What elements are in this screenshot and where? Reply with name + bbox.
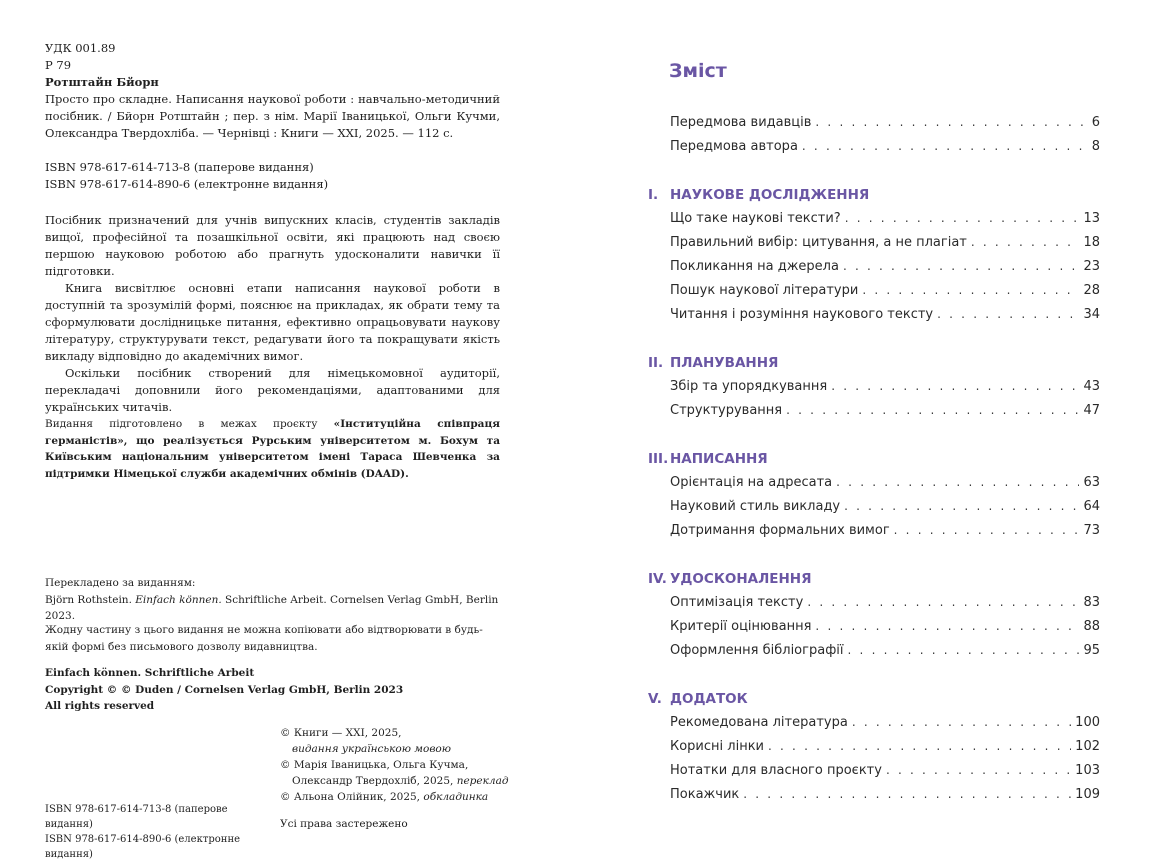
toc-page-number: 6 — [1091, 115, 1100, 130]
toc-page-number: 34 — [1083, 307, 1100, 322]
toc-leader-dots — [852, 715, 1071, 729]
toc-leader-dots — [815, 115, 1087, 129]
toc-section-heading[interactable] — [648, 355, 1103, 375]
toc-page-number: 102 — [1075, 739, 1100, 754]
toc-section-heading[interactable] — [648, 187, 1103, 207]
credit-cover: © Альона Олійник, 2025, обкладинка — [280, 791, 489, 803]
toc-section-number: I. — [648, 187, 659, 203]
credits-block — [280, 725, 510, 805]
toc-section-number: V. — [648, 691, 662, 707]
toc-entry-title: Покликання на джерела — [670, 259, 839, 274]
toc-leader-dots — [802, 139, 1088, 153]
isbn-paper: ISBN 978-617-614-713-8 (паперове видання) — [45, 160, 314, 174]
toc-page-number: 64 — [1083, 499, 1100, 514]
credit-publisher-note: видання українською мовою — [292, 743, 452, 755]
bibliographic-description: Просто про складне. Написання наукової роботи : навчально-методичний посібник. / Бйорн Ротштайн ; пер. з нім. Марії Іваницької, Ольги Кучми, Олександра Твердохліба. — Чернівці : Книги — XXI, 2025. — 112 с. — [45, 92, 500, 140]
toc-leader-dots — [786, 403, 1079, 417]
toc-entry[interactable] — [670, 523, 1100, 543]
toc-entry[interactable] — [670, 475, 1100, 495]
abstract-paragraph: Оскільки посібник створений для німецькомовної аудиторії, перекладачі доповнили його рекомендаціями, адаптованими для українських читачів. — [45, 366, 500, 414]
project-name: «Інституційна співпраця германістів», що реалізується Рурським університетом м. Бохум та Київським національним університетом імені Тараса Шевченка за підтримки Німецької служби академічних обмінів (DAAD). — [45, 418, 500, 480]
abstract — [45, 212, 500, 416]
all-rights-reserved: All rights reserved — [45, 700, 155, 712]
toc-leader-dots — [886, 763, 1071, 777]
toc-entry[interactable] — [670, 379, 1100, 399]
toc-section-title: НАУКОВЕ ДОСЛІДЖЕННЯ — [670, 187, 870, 203]
toc-entry[interactable] — [670, 739, 1100, 759]
toc-entry-title: Передмова автора — [670, 139, 798, 154]
toc-section-heading[interactable] — [648, 691, 1103, 711]
credit-translators: © Марія Іваницька, Ольга Кучма, — [280, 759, 469, 771]
toc-page-number: 73 — [1083, 523, 1100, 538]
toc-entry[interactable] — [670, 307, 1100, 327]
toc-entry-title: Рекомедована література — [670, 715, 848, 730]
toc-entry[interactable] — [670, 763, 1100, 783]
toc-entry-title: Пошук наукової літератури — [670, 283, 859, 298]
toc-page-number: 18 — [1083, 235, 1100, 250]
toc-entry[interactable] — [670, 715, 1100, 735]
isbn-block — [45, 159, 500, 193]
abstract-paragraph: Посібник призначений для учнів випускних класів, студентів закладів вищої, професійної та позашкільної освіти, які працюють над своєю першою науковою роботою або прагнуть удосконалити навички її підготовки. — [45, 213, 500, 278]
toc-page-number: 43 — [1083, 379, 1100, 394]
toc-entry-title: Дотримання формальних вимог — [670, 523, 890, 538]
udk-code: УДК 001.89 — [45, 41, 116, 55]
translated-label: Перекладено за виданням: — [45, 577, 196, 589]
toc-entry[interactable] — [670, 499, 1100, 519]
toc-entry[interactable] — [670, 787, 1100, 807]
original-title: Einfach können. Schriftliche Arbeit — [45, 667, 255, 679]
toc-page-number: 83 — [1083, 595, 1100, 610]
toc-entry[interactable] — [670, 595, 1100, 615]
toc-leader-dots — [937, 307, 1079, 321]
toc-leader-dots — [845, 211, 1080, 225]
isbn-footer-electronic: ISBN 978-617-614-890-6 (електронне видання) — [45, 834, 241, 860]
toc-leader-dots — [971, 235, 1080, 249]
toc-section-title: НАПИСАННЯ — [670, 451, 768, 467]
original-edition: Björn Rothstein. Einfach können. Schriftliche Arbeit. Cornelsen Verlag GmbH, Berlin 2023. — [45, 593, 499, 622]
toc-leader-dots — [894, 523, 1080, 537]
toc-leader-dots — [848, 643, 1080, 657]
toc-section-heading[interactable] — [648, 451, 1103, 471]
toc-leader-dots — [836, 475, 1079, 489]
toc-section-number: IV. — [648, 571, 667, 587]
contents-page — [648, 55, 1103, 835]
toc-entry[interactable] — [670, 403, 1100, 423]
toc-section-number: III. — [648, 451, 669, 467]
toc-page-number: 23 — [1083, 259, 1100, 274]
author-heading: Ротштайн Бйорн — [45, 75, 159, 89]
toc-section-heading[interactable] — [648, 571, 1103, 591]
toc-page-number: 13 — [1083, 211, 1100, 226]
toc-page-number: 8 — [1091, 139, 1100, 154]
toc-entry-title: Читання і розуміння наукового тексту — [670, 307, 934, 322]
toc-entry-title: Нотатки для власного проєкту — [670, 763, 882, 778]
toc-entry-title: Правильний вибір: цитування, а не плагіат — [670, 235, 967, 250]
abstract-paragraph: Книга висвітлює основні етапи написання наукової роботи в доступній та зрозумілій формі, пояснює на прикладах, як обрати тему та сформулювати дослідницьке питання, ефективно опрацьовувати наукову літературу, структурувати текст, редагувати його та покращувати якість викладу відповідно до академічних вимог. — [45, 281, 500, 363]
toc-leader-dots — [768, 739, 1071, 753]
toc-section-title: ДОДАТОК — [670, 691, 748, 707]
toc-page-number: 109 — [1075, 787, 1100, 802]
toc-entry[interactable] — [670, 115, 1100, 135]
toc-entry[interactable] — [670, 643, 1100, 663]
toc-title: Зміст — [669, 60, 727, 82]
toc-entry-title: Збір та упорядкування — [670, 379, 828, 394]
copyright-block — [45, 665, 500, 715]
toc-page-number: 28 — [1083, 283, 1100, 298]
toc-leader-dots — [831, 379, 1079, 393]
toc-entry-title: Передмова видавців — [670, 115, 812, 130]
toc-page-number: 88 — [1083, 619, 1100, 634]
toc-entry-title: Що таке наукові тексти? — [670, 211, 841, 226]
imprint-page — [45, 40, 509, 860]
toc-entry-title: Оптимізація тексту — [670, 595, 804, 610]
rights-notice: Жодну частину з цього видання не можна копіювати або відтворювати в будь-якій формі без письмового дозволу видавництва. — [45, 624, 483, 653]
toc-entry-title: Критерії оцінювання — [670, 619, 812, 634]
toc-entry-title: Покажчик — [670, 787, 740, 802]
credit-translators-cont: Олександр Твердохліб, 2025, переклад — [292, 775, 509, 787]
toc-entry-title: Оформлення бібліографії — [670, 643, 844, 658]
toc-section-title: УДОСКОНАЛЕННЯ — [670, 571, 812, 587]
toc-entry[interactable] — [670, 211, 1100, 231]
project-intro: Видання підготовлено в межах проєкту — [45, 418, 334, 430]
bbk-code: Р 79 — [45, 58, 72, 72]
toc-leader-dots — [843, 259, 1080, 273]
toc-entry[interactable] — [670, 259, 1100, 279]
toc-section-title: ПЛАНУВАННЯ — [670, 355, 779, 371]
toc-page-number: 103 — [1075, 763, 1100, 778]
toc-leader-dots — [862, 283, 1079, 297]
isbn-electronic: ISBN 978-617-614-890-6 (електронне видання) — [45, 177, 329, 191]
toc-entry[interactable] — [670, 619, 1100, 639]
toc-page-number: 47 — [1083, 403, 1100, 418]
toc-leader-dots — [807, 595, 1079, 609]
toc-entry-title: Орієнтація на адресата — [670, 475, 833, 490]
toc-page-number: 100 — [1075, 715, 1100, 730]
toc-page-number: 95 — [1083, 643, 1100, 658]
toc-leader-dots — [844, 499, 1079, 513]
translated-from — [45, 575, 500, 625]
toc-entry-title: Структурування — [670, 403, 783, 418]
toc-entry-title: Корисні лінки — [670, 739, 764, 754]
toc-entry[interactable] — [670, 139, 1100, 159]
toc-section-number: II. — [648, 355, 664, 371]
project-note — [45, 416, 500, 482]
isbn-footer-paper: ISBN 978-617-614-713-8 (паперове видання) — [45, 804, 228, 830]
copyright-line: Copyright © © Duden / Cornelsen Verlag GmbH, Berlin 2023 — [45, 683, 404, 696]
all-rights-ua: Усі права застережено — [280, 818, 408, 830]
toc-leader-dots — [815, 619, 1079, 633]
toc-page-number: 63 — [1083, 475, 1100, 490]
toc-entry-title: Науковий стиль викладу — [670, 499, 841, 514]
credit-publisher: © Книги — XXI, 2025, — [280, 727, 402, 739]
toc-leader-dots — [743, 787, 1071, 801]
toc-entry[interactable] — [670, 235, 1100, 255]
toc-entry[interactable] — [670, 283, 1100, 303]
isbn-footer — [45, 802, 275, 862]
